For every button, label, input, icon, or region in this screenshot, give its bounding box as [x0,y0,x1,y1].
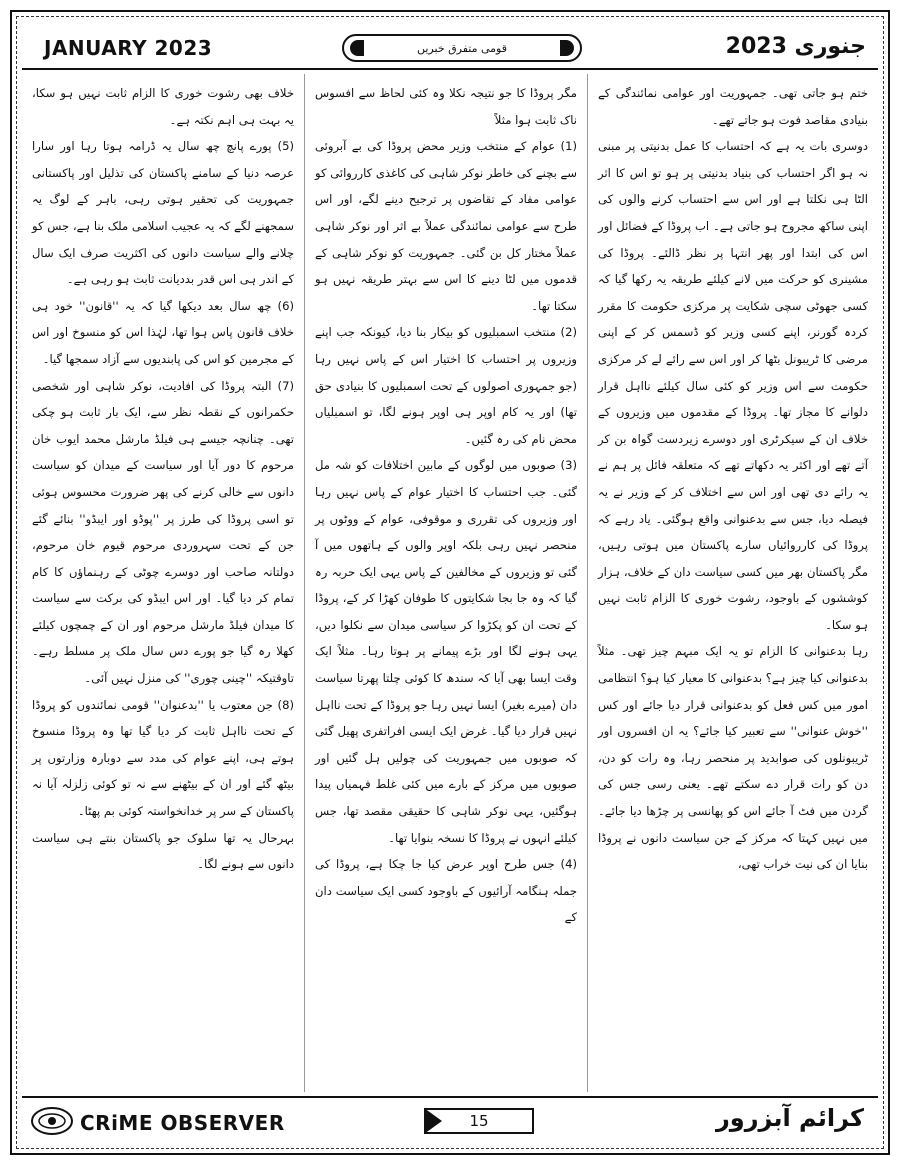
paragraph: ختم ہو جاتی تھی۔ جمہوریت اور عوامی نمائندگی کے بنیادی مقاصد فوت ہو جاتے تھے۔ [598,86,868,127]
crime-observer-badge-icon [30,1106,74,1140]
paragraph: (3) صوبوں میں لوگوں کے مابین اختلافات کو شہ مل گئی۔ جب احتساب کا اختیار عوام کے پاس نہیں رہا اور وزیروں کی تقرری و موقوفی، عوام کے ووٹوں پر منحصر نہیں رہی بلکہ اوپر والوں کے ہاتھوں میں آ گئی تو وزیروں کے مخالفین کے پاس یہی ایک حربہ رہ گیا کہ وہ جا بجا شکایتوں کا طوفان کھڑا کر کے، پروڈا کے تحت ان کو پکڑوا کر سیاسی میدان سے نکلوا دیں، یہی ہونے لگا اور بڑے پیمانے پر ہوتا رہا۔ مثلاً ایک وقت ایسا بھی آیا کہ سندھ کا کوئی چلتا پھرتا سیاست دان (میرے بغیر) ایسا نہیں رہا جو پروڈا کے تحت نااہل نہیں قرار دیا گیا۔ غرض ایک ایسی افراتفری پھیل گئی کہ صوبوں میں جمہوریت کی چولیں ہل گئیں اور صوبوں میں مرکز کے بارے میں کئی غلط فہمیاں پیدا ہوگئیں، یہی نوکر شاہی کا حقیقی مقصد تھا، جس کیلئے انہوں نے پروڈا کا نسخہ بنوایا تھا۔ [315,458,577,845]
paragraph: رہا بدعنوانی کا الزام تو یہ ایک مبہم چیز تھی۔ مثلاً بدعنوانی کیا چیز ہے؟ بدعنوانی کا معیار کیا ہو؟ انتظامی امور میں کس فعل کو بدعنوانی قرار دیا جائے اور کس ''خوش عنوانی'' سے تعبیر کیا جائے؟ یہ ان افسروں اور ٹریبونلوں کی صوابدید پر منحصر رہا، وہ رات کو دن، دن کو رات قرار دے سکتے تھے۔ یعنی رسی جس کی گردن میں فٹ آ جائے اس کو پھانسی پر چڑھا دیا جائے۔ میں نہیں کہتا کہ مرکز کے جن سیاست دانوں نے پروڈا بنایا ان کی نیت خراب تھی، [597,644,868,872]
paragraph: (4) جس طرح اوپر عرض کیا جا چکا ہے، پروڈا کی جملہ ہنگامہ آرائیوں کے باوجود کسی ایک سیاست دان کے [315,857,577,925]
paragraph: خلاف بھی رشوت خوری کا الزام ثابت نہیں ہو سکا، یہ بہت ہی اہم نکتہ ہے۔ [32,86,294,127]
paragraph: (2) منتخب اسمبلیوں کو بیکار بنا دیا، کیونکہ جب اپنے وزیروں پر احتساب کا اختیار اس کے پاس نہیں رہا (جو جمہوری اصولوں کے تحت اسمبلیوں کا بنیادی حق تھا) اور یہ کام اوپر ہی اوپر ہونے لگا، تو اسمبلیاں محض نام کی رہ گئیں۔ [315,325,577,446]
footer-brand-text: CRiME OBSERVER [80,1111,285,1135]
footer-brand-urdu: کرائم آبزرور [715,1104,864,1132]
page-number: 15 [424,1108,534,1134]
column-middle [304,74,588,1092]
column-right [588,74,878,1092]
column-left [22,74,304,1092]
article-columns [22,74,878,1092]
page-footer [22,1096,878,1144]
header-divider [22,68,878,70]
paragraph: بہرحال یہ تھا سلوک جو پاکستان بنتے ہی سیاست دانوں سے ہونے لگا۔ [32,830,294,872]
footer-brand-english [30,1106,285,1140]
paragraph: (7) البتہ پروڈا کی افادیت، نوکر شاہی اور شخصی حکمرانوں کے نقطہ نظر سے، ایک بار ثابت ہو چکی تھی۔ چنانچہ جیسے ہی فیلڈ مارشل محمد ایوب خان مرحوم کا دور آیا اور سیاست کے میدان کو سیاست دانوں سے خالی کرنے کی پھر ضرورت محسوس ہوئی تو اسی پروڈا کی طرز پر ''پوڈو اور ایبڈو'' بنائے گئے جن کے تحت سہروردی مرحوم قیوم خان مرحوم، دولتانہ صاحب اور دوسرے چوٹی کے رہنماؤں کا کام تمام کر دیا گیا۔ اور اس ایبڈو کی برکت سے سیاست کا میدان فیلڈ مارشل مرحوم اور ان کے چمچوں کیلئے کھلا رہ گیا جو پورے دس سال ملک پر مسلط رہے۔ تاوقتیکہ ''چینی چوری'' کی منزل نہیں آئی۔ [32,378,294,686]
paragraph: (1) عوام کے منتخب وزیر محض پروڈا کی بے آبروئی سے بچنے کی خاطر نوکر شاہی کی کاغذی کارروائی کو عوامی مفاد کے تقاضوں پر ترجیح دینے لگے، اور اس طرح سے عوامی نمائندگی عملاً بے اثر اور نوکر شاہی عملاً مختار کل بن گئی۔ جمہوریت کو نوکر شاہی کے قدموں میں لٹا دینے کا اس سے بہتر طریقہ نہیں ہو سکتا تھا۔ [315,139,577,313]
header-date-urdu: جنوری 2023 [725,34,866,59]
paragraph: دوسری بات یہ ہے کہ احتساب کا عمل بدنیتی پر مبنی نہ ہو اگر احتساب کی بنیاد بدنیتی پر ہو تو اس کا اثر الٹا ہی نکلتا ہے اور اس سے احتساب کرنے والوں کی اپنی ساکھ مجروح ہو جاتی ہے۔ اب پروڈا کے فضائل اور اس کی ابتدا اور پھر انتہا پر نظر ڈالئے۔ پروڈا کی مشینری کو حرکت میں لانے کیلئے طریقہ یہ رکھا گیا کہ کسی جھوٹی سچی شکایت پر مرکزی حکومت کا مقرر کردہ گورنر، اپنے کسی وزیر کو ڈسمس کر کے اپنی مرضی کا ٹریبونل بٹھا کر اور اس سے رائے لے کر مرکزی حکومت سے اس وزیر کو کئی سال کیلئے نااہل قرار دلوانے کا مجاز تھا۔ پروڈا کے مقدموں میں وزیروں کے خلاف ان کے سیکرٹری اور دوسرے زیردست گواہ بن کر آتے تھے اور اکثر یہ دکھاتے تھے کہ متعلقہ فائل پر ہم نے یہ رائے دی تھی اور اس سے اختلاف کر کے وزیر نے یہ فیصلہ دیا، جس سے بدعنوانی واقع ہوگئی۔ یاد رہے کہ پروڈا کی کارروائیاں سارے پاکستان میں ہوتی رہیں، مگر پاکستان بھر میں کسی سیاست دان کے خلاف، ہزار کوششوں کے باوجود، رشوت خوری کا الزام ثابت نہیں ہو سکا۔ [598,139,868,632]
paragraph: مگر پروڈا کا جو نتیجہ نکلا وہ کئی لحاظ سے افسوس ناک ثابت ہوا مثلاً [315,86,577,127]
header-date-english: JANUARY 2023 [44,36,213,60]
paragraph: (5) پورے پانچ چھ سال یہ ڈرامہ ہوتا رہا اور سارا عرصہ دنیا کے سامنے پاکستان کی تذلیل اور پاکستانی جمہوریت کی تحقیر ہوتی رہی، باہر کے لوگ یہ سمجھنے لگے کہ یہ عجیب اسلامی ملک بنا ہے، جس کو چلانے والے سیاست دانوں کی اکثریت صرف ایک سال کے اندر ہی اس قدر بددیانت ثابت ہو رہی ہے۔ [32,139,294,287]
page-header [22,28,878,72]
paragraph: (6) چھ سال بعد دیکھا گیا کہ یہ ''قانون'' خود ہی خلاف قانون پاس ہوا تھا، لہٰذا اس کو منسوخ اور اس کے مجرمین کو اس کی پابندیوں سے آزاد سمجھا گیا۔ [32,298,294,366]
section-title-badge: قومی متفرق خبریں [342,34,582,62]
paragraph: (8) جن معتوب یا ''بدعنوان'' قومی نمائندوں کو پروڈا کے تحت نااہل ثابت کر دیا گیا تھا وہ پروڈا منسوخ ہوتے ہی، اپنے عوام کی مدد سے دوبارہ وزارتوں پر بیٹھ گئے اور ان کے بیٹھنے سے نہ تو کوئی زلزلہ آیا نہ پاکستان کے سر پر خدانخواستہ کوئی بم پھٹا۔ [32,697,294,819]
